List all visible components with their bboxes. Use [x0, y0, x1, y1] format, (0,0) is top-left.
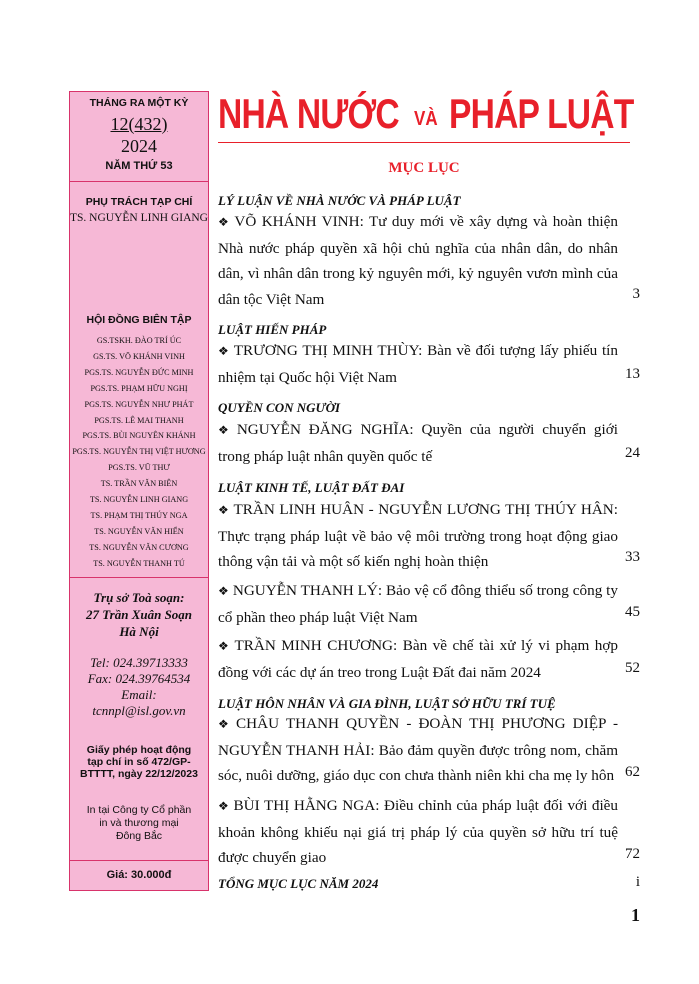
page-number: 1	[631, 905, 640, 925]
article-author: TRẦN LINH HUÂN - NGUYỄN LƯƠNG THỊ THÚY HÂN:	[233, 501, 618, 518]
price-label: Giá: 30.000đ	[106, 869, 172, 881]
article-page: 52	[625, 660, 640, 676]
toc-title: MỤC LỤC	[388, 160, 460, 176]
license-line: Giấy phép hoạt động	[86, 744, 192, 756]
toc-entry[interactable]	[218, 338, 618, 390]
office-city: Hà Nội	[119, 624, 159, 639]
article-page: 45	[625, 604, 640, 620]
article-title: Thực trạng pháp luật về bảo vệ môi trường trong hoạt động giao thông vận tải và một số kiến nghị hoàn thiện	[218, 527, 618, 570]
sidebar-panel	[69, 91, 209, 891]
printer-line: In tại Công ty Cổ phần	[86, 804, 192, 816]
toc-entry[interactable]	[218, 578, 618, 630]
article-page: 3	[632, 286, 640, 302]
issue-year: 2024	[121, 136, 157, 156]
sidebar-divider	[70, 577, 208, 578]
email-label: Email:	[121, 687, 157, 702]
toc-entry[interactable]	[218, 497, 618, 575]
diamond-bullet-icon: ❖	[218, 503, 230, 517]
article-author: NGUYỄN THANH LÝ:	[232, 582, 383, 599]
index-page: i	[635, 874, 640, 890]
diamond-bullet-icon: ❖	[218, 344, 230, 358]
board-member: TS. NGUYỄN LINH GIANG	[89, 495, 189, 505]
board-member: TS. TRẦN VĂN BIÊN	[100, 479, 178, 489]
office-label: Trụ sở Toà soạn:	[93, 590, 185, 605]
sidebar-divider	[70, 860, 208, 861]
board-title: HỘI ĐỒNG BIÊN TẬP	[86, 314, 192, 326]
diamond-bullet-icon: ❖	[218, 717, 233, 731]
article-author: BÙI THỊ HẰNG NGA:	[233, 797, 380, 814]
section-heading: QUYỀN CON NGƯỜI	[218, 400, 341, 415]
printer-line: in và thương mại	[99, 817, 179, 829]
toc-entry[interactable]	[218, 633, 618, 685]
article-title: Điều chỉnh của pháp luật đối với điều khoản không khiếu nại giá trị pháp lý của quyền sở hữu trí tuệ được chuyển giao	[218, 797, 619, 866]
masthead-part3: PHÁP LUẬT	[449, 90, 634, 137]
section-heading: LÝ LUẬN VỀ NHÀ NƯỚC VÀ PHÁP LUẬT	[218, 193, 461, 208]
printer-line: Đông Bắc	[115, 830, 163, 842]
frequency-label: THÁNG RA MỘT KỲ	[89, 97, 189, 109]
diamond-bullet-icon: ❖	[218, 639, 231, 653]
article-page: 13	[625, 366, 640, 382]
section-heading: TỔNG MỤC LỤC NĂM 2024	[218, 876, 379, 891]
office-address	[70, 589, 208, 640]
masthead-part2: VÀ	[414, 108, 438, 130]
printer-info	[70, 804, 208, 843]
article-author: TRƯƠNG THỊ MINH THÙY:	[233, 342, 423, 359]
article-title: Bàn về chế tài xử lý vi phạm hợp đồng với các dự án treo trong Luật Đất đai năm 2024	[218, 637, 618, 681]
board-member: PGS.TS. LÊ MAI THANH	[94, 415, 184, 425]
board-member: PGS.TS. NGUYỄN NHƯ PHÁT	[84, 399, 194, 409]
board-member: TS. NGUYỄN VĂN HIỂN	[94, 526, 184, 536]
diamond-bullet-icon: ❖	[218, 423, 233, 437]
article-title: Bàn về đối tượng lấy phiếu tín nhiệm tại Quốc hội Việt Nam	[218, 342, 618, 386]
diamond-bullet-icon: ❖	[218, 799, 230, 813]
board-member: TS. NGUYỄN VĂN CƯƠNG	[89, 542, 189, 552]
fax-text: Fax: 024.39764534	[87, 671, 191, 686]
license-line: tạp chí in số 472/GP-	[87, 756, 191, 768]
article-title: Tư duy mới về xây dựng và hoàn thiện Nhà nước pháp quyền xã hội chủ nghĩa của nhân dân, do nhân dân, vì nhân dân trong kỷ nguyên mới, kỷ nguyên vươn mình của dân tộc Việt Nam	[218, 213, 618, 308]
board-member: TS. NGUYỄN THANH TÚ	[93, 558, 185, 568]
board-member: PGS.TS. NGUYỄN ĐỨC MINH	[84, 367, 194, 377]
email-link[interactable]: tcnnpl@isl.gov.vn	[92, 703, 186, 718]
article-title: Bảo đảm quyền được trông nom, chăm sóc, nuôi dưỡng, giáo dục con chưa thành niên khi cha mẹ ly hôn	[218, 741, 619, 784]
masthead-part1: NHÀ NƯỚC	[218, 90, 399, 137]
responsible-name: TS. NGUYỄN LINH GIANG	[70, 212, 208, 224]
issue-number: 12(432)	[110, 114, 168, 134]
section-heading: LUẬT HÔN NHÂN VÀ GIA ĐÌNH, LUẬT SỞ HỮU TRÍ TUỆ	[218, 696, 556, 711]
article-title: Quyền của người chuyển giới trong pháp luật nhân quyền quốc tế	[218, 421, 619, 465]
board-list	[70, 333, 208, 572]
sidebar-divider	[70, 181, 208, 182]
article-page: 62	[625, 764, 640, 780]
diamond-bullet-icon: ❖	[218, 215, 231, 229]
toc-entry[interactable]	[218, 793, 618, 871]
article-page: 72	[625, 846, 640, 862]
article-title: Bảo vệ cổ đông thiểu số trong công ty cổ phần theo pháp luật Việt Nam	[218, 582, 618, 626]
board-member: GS.TSKH. ĐÀO TRÍ ÚC	[96, 336, 182, 345]
tel-text: Tel: 024.39713333	[90, 655, 188, 670]
license-info	[70, 744, 208, 780]
contact-info	[70, 655, 208, 719]
board-member: PGS.TS. BÙI NGUYÊN KHÁNH	[82, 431, 196, 441]
toc-entry[interactable]	[218, 209, 618, 312]
article-author: CHÂU THANH QUYỀN - ĐOÀN THỊ PHƯƠNG DIỆP - NGUYỄN THANH HẢI:	[218, 715, 619, 759]
section-heading: LUẬT KINH TẾ, LUẬT ĐẤT ĐAI	[218, 480, 405, 495]
toc-entry[interactable]	[218, 711, 618, 789]
journal-masthead	[218, 90, 643, 140]
section-heading: LUẬT HIẾN PHÁP	[218, 322, 327, 337]
toc-entry[interactable]	[218, 417, 618, 469]
diamond-bullet-icon: ❖	[218, 584, 229, 598]
board-member: PGS.TS. VŨ THƯ	[108, 463, 170, 473]
article-author: TRẦN MINH CHƯƠNG:	[234, 637, 398, 654]
board-member: PGS.TS. NGUYỄN THỊ VIỆT HƯƠNG	[72, 447, 206, 457]
license-line: BTTTT, ngày 22/12/2023	[80, 768, 198, 780]
article-author: VÕ KHÁNH VINH:	[234, 213, 364, 230]
office-street: 27 Trần Xuân Soạn	[85, 607, 193, 622]
board-member: PGS.TS. PHẠM HỮU NGHỊ	[90, 383, 188, 393]
masthead-rule	[218, 142, 630, 143]
responsible-title: PHỤ TRÁCH TẠP CHÍ	[85, 196, 193, 208]
article-page: 33	[625, 549, 640, 565]
board-member: TS. PHẠM THỊ THÚY NGA	[90, 510, 188, 520]
volume-label: NĂM THỨ 53	[105, 160, 173, 172]
article-author: NGUYỄN ĐĂNG NGHĨA:	[236, 421, 414, 438]
board-member: GS.TS. VÕ KHÁNH VINH	[93, 351, 185, 361]
article-page: 24	[625, 445, 640, 461]
